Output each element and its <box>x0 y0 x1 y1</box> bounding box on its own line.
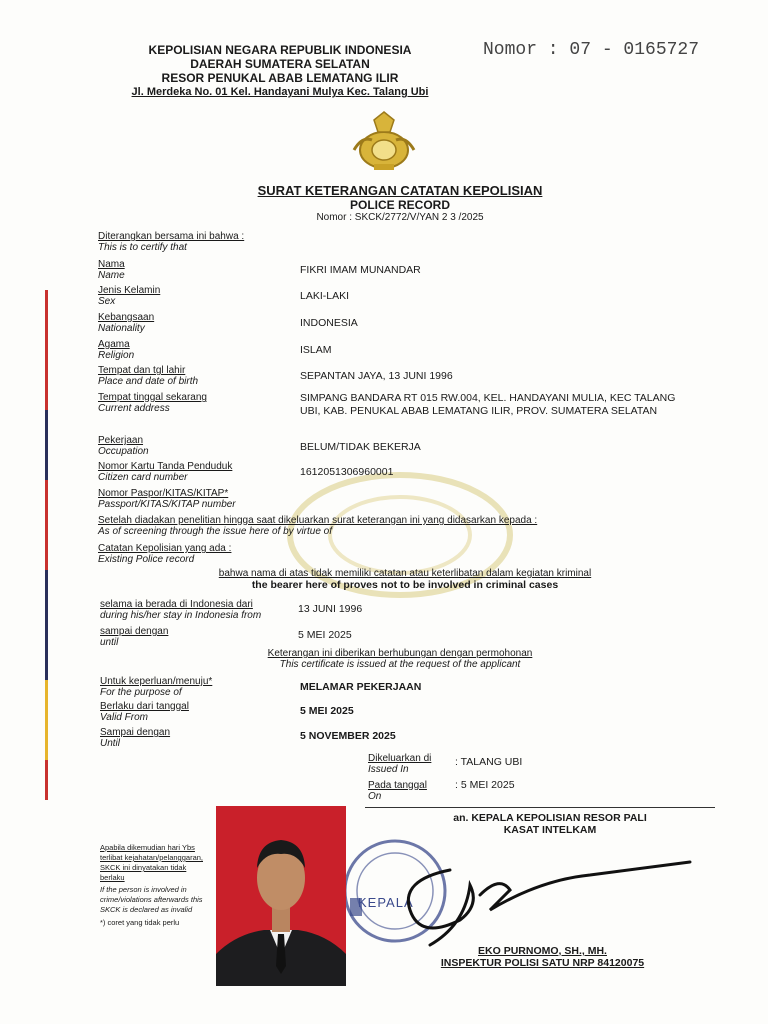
field-label: Nomor Kartu Tanda Penduduk <box>98 461 233 472</box>
valid-until-value: 5 NOVEMBER 2025 <box>300 730 396 742</box>
field-label: Pekerjaan <box>98 435 144 446</box>
security-stripe <box>45 760 48 800</box>
issued-label: Pada tanggal <box>368 780 427 791</box>
signature-position: KASAT INTELKAM <box>503 824 597 836</box>
statement-en: the bearer here of proves not to be involved in criminal cases <box>251 579 559 591</box>
purpose-label: Untuk keperluan/menuju* <box>100 676 213 687</box>
field-value-id-card: 1612051306960001 <box>300 466 394 478</box>
stay-label: selama ia berada di Indonesia dari <box>100 599 253 610</box>
field-label: Nomor Paspor/KITAS/KITAP* <box>98 488 229 499</box>
header-institution: KEPOLISIAN NEGARA REPUBLIK INDONESIA <box>148 43 412 57</box>
issued-place-value: : TALANG UBI <box>455 756 523 768</box>
issued-date-value: : 5 MEI 2025 <box>455 779 515 791</box>
field-value-address: SIMPANG BANDARA RT 015 RW.004, KEL. HANDAYANI MULIA, KEC TALANG UBI, KAB. PENUKAL ABAB LEMATANG ILIR, PROV. SUMATERA SELATAN <box>300 392 676 417</box>
purpose-label: Sampai dengan <box>100 727 171 738</box>
request-en: This certificate is issued at the request of the applicant <box>279 659 521 670</box>
security-stripe <box>45 410 48 480</box>
intro-en: This is to certify that <box>98 242 187 253</box>
applicant-photo <box>216 806 346 986</box>
signature-divider <box>365 807 715 808</box>
purpose-label-en: For the purpose of <box>100 687 182 698</box>
signature-scribble <box>390 850 700 950</box>
note-en: If the person is involved in crime/violations afterwards this SKCK is declared as invalid <box>100 885 203 914</box>
issued-label-en: On <box>368 791 382 802</box>
stay-until-value: 5 MEI 2025 <box>298 629 352 641</box>
security-stripe <box>45 290 48 410</box>
field-label-en: Name <box>98 270 125 281</box>
field-label-en: Sex <box>98 296 116 307</box>
request-id: Keterangan ini diberikan berhubungan dengan permohonan <box>267 648 533 659</box>
intro-id: Diterangkan bersama ini bahwa : <box>98 231 245 242</box>
field-label: Jenis Kelamin <box>98 285 161 296</box>
stay-label-en: during his/her stay in Indonesia from <box>100 610 262 621</box>
security-stripe <box>45 480 48 570</box>
field-label: Kebangsaan <box>98 312 155 323</box>
screening-id: Setelah diadakan penelitian hingga saat dikeluarkan surat keterangan ini yang didasarkan kepada : <box>98 515 538 526</box>
stay-label-en: until <box>100 637 119 648</box>
purpose-value: MELAMAR PEKERJAAN <box>300 681 422 693</box>
police-emblem-icon <box>348 110 420 174</box>
document-title: SURAT KETERANGAN CATATAN KEPOLISIAN <box>257 183 543 198</box>
valid-from-value: 5 MEI 2025 <box>300 705 354 717</box>
field-label: Nama <box>98 259 125 270</box>
issued-label-en: Issued In <box>368 764 409 775</box>
purpose-label-en: Valid From <box>100 712 148 723</box>
field-value-name: FIKRI IMAM MUNANDAR <box>300 264 421 276</box>
field-label-en: Passport/KITAS/KITAP number <box>98 499 236 510</box>
field-label: Agama <box>98 339 130 350</box>
field-label-en: Nationality <box>98 323 145 334</box>
field-label-en: Religion <box>98 350 135 361</box>
signatory-name: EKO PURNOMO, SH., MH. <box>478 945 607 957</box>
header-region: DAERAH SUMATERA SELATAN <box>190 57 370 71</box>
document-subtitle: POLICE RECORD <box>349 198 450 212</box>
issued-label: Dikeluarkan di <box>368 753 432 764</box>
security-stripe <box>45 680 48 760</box>
field-value-nationality: INDONESIA <box>300 317 358 329</box>
field-label-en: Current address <box>98 403 170 414</box>
stay-from-value: 13 JUNI 1996 <box>298 603 363 615</box>
field-label-en: Occupation <box>98 446 149 457</box>
existing-record-en: Existing Police record <box>98 554 195 565</box>
screening-en: As of screening through the issue here of by virtue of <box>98 526 333 537</box>
document-number: Nomor : SKCK/2772/V/YAN 2 3 /2025 <box>316 212 484 223</box>
header-resort: RESOR PENUKAL ABAB LEMATANG ILIR <box>161 71 399 85</box>
serial-number: Nomor : 07 - 0165727 <box>483 40 700 60</box>
field-label: Tempat tinggal sekarang <box>98 392 207 403</box>
signatory-rank: INSPEKTUR POLISI SATU NRP 84120075 <box>440 957 645 969</box>
field-label-en: Place and date of birth <box>98 376 199 387</box>
note-footnote: *) coret yang tidak perlu <box>100 918 180 927</box>
note-id: Apabila dikemudian hari Ybs terlibat kejahatan/pelanggaran, SKCK ini dinyatakan tidak berlaku <box>100 843 203 882</box>
field-value-sex: LAKI-LAKI <box>300 290 350 302</box>
stamp-text: KEPALA <box>358 895 414 910</box>
field-value-occupation: BELUM/TIDAK BEKERJA <box>300 441 421 453</box>
field-value-birth: SEPANTAN JAYA, 13 JUNI 1996 <box>300 370 453 382</box>
purpose-label: Berlaku dari tanggal <box>100 701 189 712</box>
security-stripe <box>45 570 48 680</box>
existing-record-id: Catatan Kepolisian yang ada : <box>98 543 232 554</box>
field-label: Tempat dan tgl lahir <box>98 365 186 376</box>
field-label-en: Citizen card number <box>98 472 188 483</box>
stay-label: sampai dengan <box>100 626 169 637</box>
field-value-religion: ISLAM <box>300 344 332 356</box>
header-address: Jl. Merdeka No. 01 Kel. Handayani Mulya Kec. Talang Ubi <box>131 86 429 98</box>
statement-id: bahwa nama di atas tidak memiliki catatan atau keterlibatan dalam kegiatan kriminal <box>218 568 592 579</box>
signature-on-behalf: an. KEPALA KEPOLISIAN RESOR PALI <box>453 812 647 824</box>
purpose-label-en: Until <box>100 738 121 749</box>
